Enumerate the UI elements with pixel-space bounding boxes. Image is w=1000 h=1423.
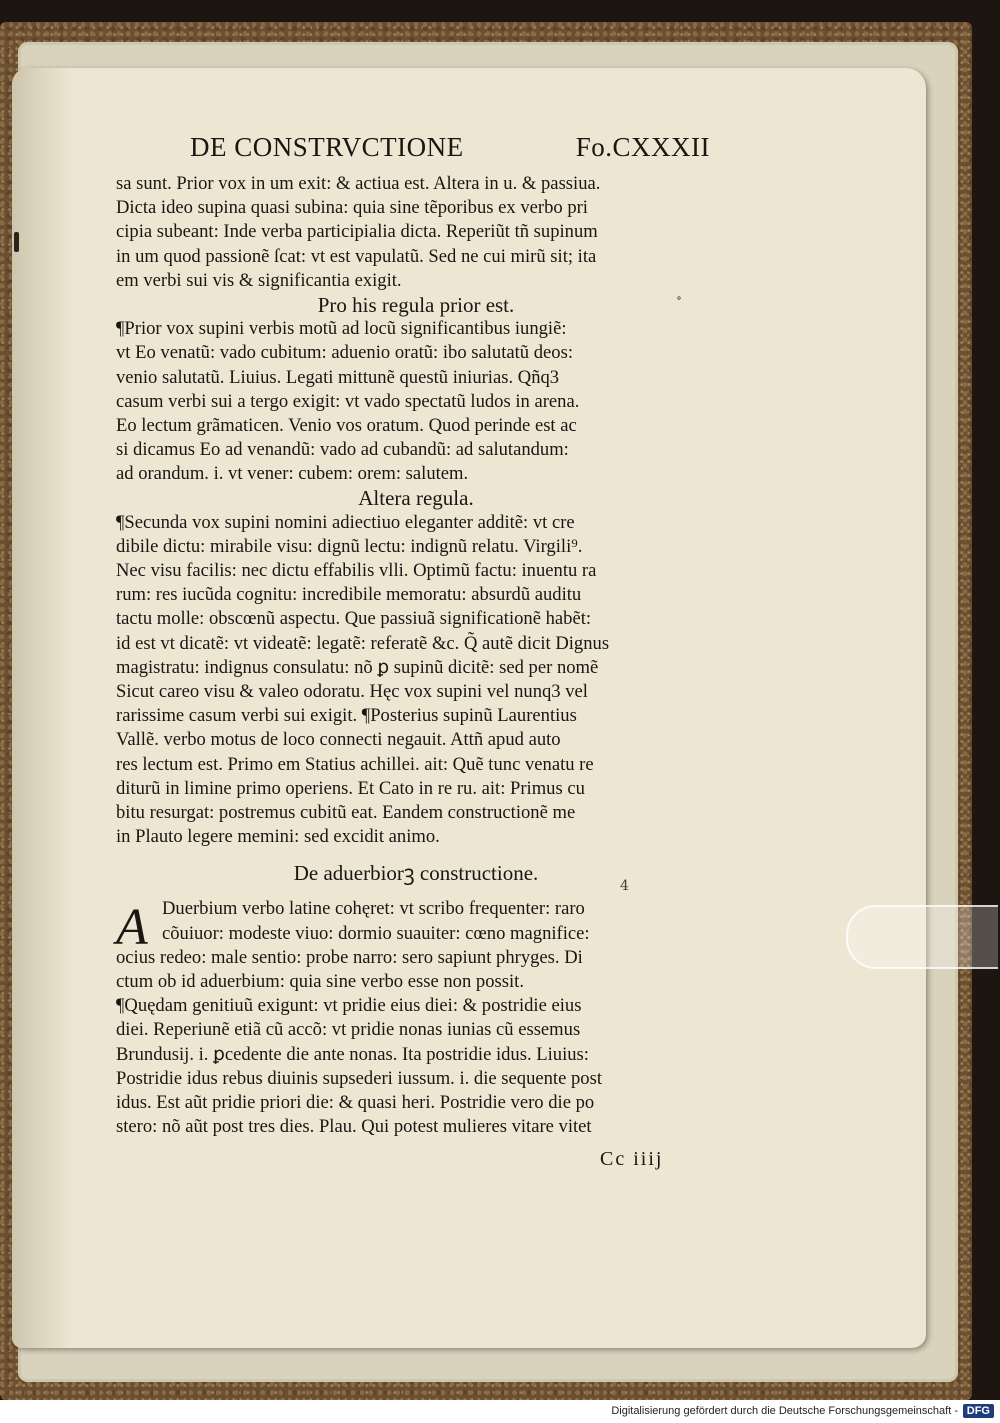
text-line: id est vt dicatẽ: vt videatẽ: legatẽ: referatẽ &c. Q̃ autẽ dicit Dignus xyxy=(116,632,610,654)
running-head-title: DE CONSTRVCTIONE xyxy=(190,132,464,162)
signature-mark: Cc iiij xyxy=(600,1148,664,1170)
text-line: vt Eo venatũ: vado cubitum: aduenio oratũ: ibo salutatũ deos: xyxy=(116,342,573,364)
text-line: ¶Quędam genitiuũ exigunt: vt pridie eius diei: & postridie eius xyxy=(116,995,582,1017)
marginal-number: 4 xyxy=(620,878,629,894)
text-line: rum: res iucũda cognitu: incredibile memoratu: absurdũ auditu xyxy=(116,584,582,606)
text-line: res lectum est. Primo em Statius achillei. ait: Quẽ tunc venatu re xyxy=(116,753,594,775)
gutter-shadow xyxy=(12,68,72,1348)
text-line: rarissime casum verbi sui exigit. ¶Posterius supinũ Laurentius xyxy=(116,705,577,727)
marginal-mark: ˚ xyxy=(676,296,682,310)
drop-initial: A xyxy=(116,899,148,957)
text-line: Dicta ideo supina quasi subina: quia sine tẽporibus ex verbo pri xyxy=(116,197,588,219)
text-line: in Plauto legere memini: sed excidit animo. xyxy=(116,826,440,848)
text-line: ¶Secunda vox supini nomini adiectiuo eleganter additẽ: vt cre xyxy=(116,511,575,533)
section-heading: Altera regula. xyxy=(358,486,474,511)
text-line: dibile dictu: mirabile visu: dignũ lectu: indignũ relatu. Virgili⁹. xyxy=(116,535,583,557)
text-line: cõuiuor: modeste viuo: dormio suauiter: cœno magnifice: xyxy=(162,922,590,944)
text-line: in um quod passionẽ ſcat: vt est vapulatũ. Sed ne cui mirũ sit; ita xyxy=(116,245,597,267)
text-line: Vallẽ. verbo motus de loco connecti negauit. Attñ apud auto xyxy=(116,729,561,751)
text-line: ctum ob id aduerbium: quia sine verbo esse non possit. xyxy=(116,971,524,992)
text-line: Sicut careo visu & valeo odoratu. Hęc vox supini vel nunq3 vel xyxy=(116,680,588,702)
text-line: Eo lectum grãmaticen. Venio vos oratum. Quod perinde est ac xyxy=(116,414,577,436)
text-line: Nec visu facilis: nec dictu effabilis vlli. Optimũ factu: inuentu ra xyxy=(116,560,597,581)
funding-credit: Digitalisierung gefördert durch die Deutsche Forschungsgemeinschaft - xyxy=(611,1405,958,1417)
text-line: stero: nõ aũt post tres dies. Plau. Qui potest mulieres vitare vitet xyxy=(116,1116,592,1138)
footer-bar xyxy=(0,1400,1000,1423)
text-line: ¶Prior vox supini verbis motũ ad locũ significantibus iungiẽ: xyxy=(116,318,567,340)
text-line: ocius redeo: male sentio: probe narro: sero sapiunt phryges. Di xyxy=(116,946,583,968)
section-heading: Pro his regula prior est. xyxy=(317,292,515,317)
text-line: tactu molle: obscœnũ aspectu. Que passiuã significationẽ habẽt: xyxy=(116,608,592,630)
text-line: idus. Est aũt pridie priori die: & quasi heri. Postridie vero die po xyxy=(116,1091,595,1113)
text-line: magistratu: indignus consulatu: nõ ꝑ supinũ dicitẽ: sed per nomẽ xyxy=(116,656,599,678)
text-block xyxy=(116,172,716,1139)
text-line: bitu resurgat: postremus cubitũ eat. Eandem constructionẽ me xyxy=(116,801,576,823)
text-line: sa sunt. Prior vox in um exit: & actiua est. Altera in u. & passiua. xyxy=(116,173,601,194)
section-heading: De aduerbiorꝫ constructione. xyxy=(293,861,539,886)
text-line: diei. Reperiunẽ etiã cũ accõ: vt pridie nonas iunias cũ essemus xyxy=(116,1019,581,1041)
dfg-logo: DFG xyxy=(963,1404,994,1418)
text-line: diturũ in limine primo operiens. Et Cato in re ru. ait: Primus cu xyxy=(116,777,585,799)
text-line: venio salutatũ. Liuius. Legati mittunẽ questũ iniurias. Qñq3 xyxy=(116,366,560,388)
folio-number: Fo.CXXXII xyxy=(575,132,710,162)
running-head xyxy=(190,132,710,163)
text-line: casum verbi sui a tergo exigit: vt vado spectatũ ludos in arena. xyxy=(116,390,580,412)
text-line: si dicamus Eo ad venandũ: vado ad cubandũ: ad salutandum: xyxy=(116,439,569,461)
spacer xyxy=(116,849,716,861)
text-line: cipia subeant: Inde verba participialia dicta. Reperiũt tñ supinum xyxy=(116,221,598,243)
text-line: Brundusij. i. ꝑcedente die ante nonas. Ita postridie idus. Liuius: xyxy=(116,1043,589,1065)
text-line: Duerbium verbo latine cohęret: vt scribo frequenter: raro xyxy=(162,898,585,920)
plastic-bookmark xyxy=(846,905,998,969)
page-stain xyxy=(14,232,19,252)
text-line: em verbi sui vis & significantia exigit. xyxy=(116,269,402,291)
text-line: ad orandum. i. vt vener: cubem: orem: salutem. xyxy=(116,463,469,485)
text-line: Postridie idus rebus diuinis supsederi iussum. i. die sequente post xyxy=(116,1067,602,1089)
